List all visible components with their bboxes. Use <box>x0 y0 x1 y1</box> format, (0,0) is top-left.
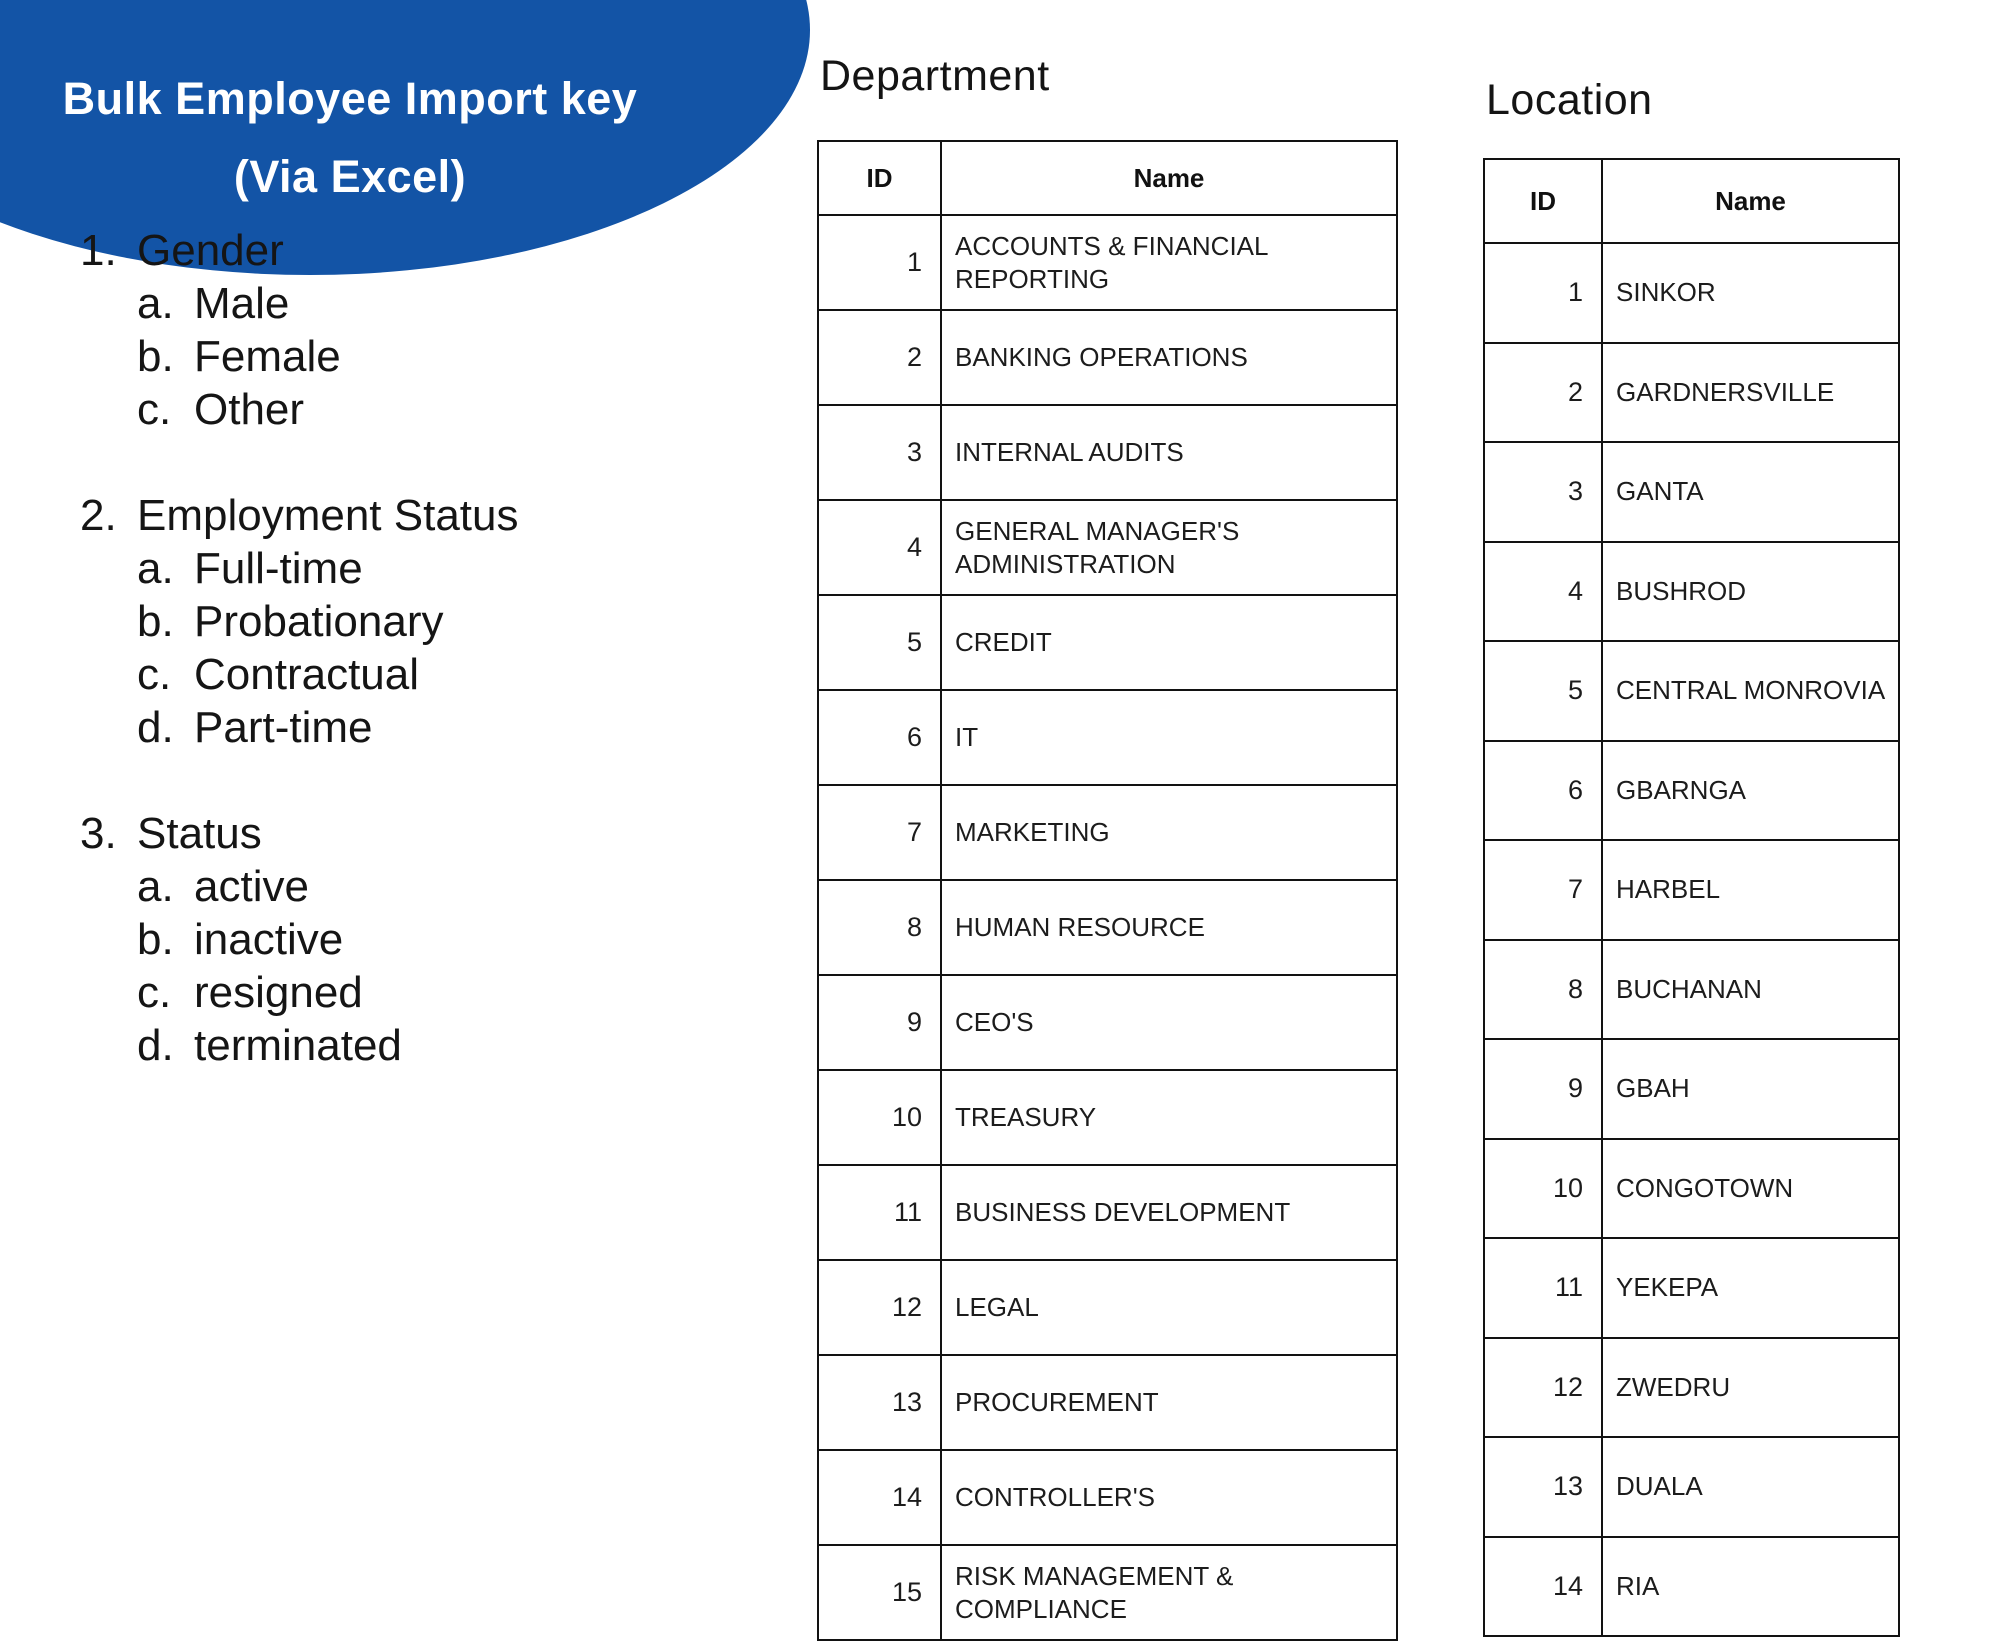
location-row <box>1484 243 1899 343</box>
key-section-marker: 1. <box>80 226 117 275</box>
key-section <box>80 807 519 860</box>
department-row <box>818 1165 1397 1260</box>
location-id-header: ID <box>1484 159 1602 243</box>
location-name-cell: RIA <box>1602 1537 1899 1637</box>
department-id-cell: 15 <box>818 1545 941 1640</box>
location-id-cell: 5 <box>1484 641 1602 741</box>
department-row <box>818 1355 1397 1450</box>
department-row <box>818 1070 1397 1165</box>
location-id-cell: 4 <box>1484 542 1602 642</box>
key-option-marker: d. <box>137 703 174 752</box>
key-section <box>80 224 519 277</box>
key-section-label: Gender <box>137 226 284 275</box>
key-option-label: Male <box>194 279 290 328</box>
key-option-marker: d. <box>137 1021 174 1070</box>
location-name-cell: ZWEDRU <box>1602 1338 1899 1438</box>
key-option <box>137 383 519 436</box>
department-name-cell: CONTROLLER'S <box>941 1450 1397 1545</box>
location-name-cell: CENTRAL MONROVIA <box>1602 641 1899 741</box>
location-name-cell: GANTA <box>1602 442 1899 542</box>
key-section-marker: 2. <box>80 491 117 540</box>
badge-title-line1: Bulk Employee Import key <box>62 73 638 124</box>
key-section-label: Employment Status <box>137 491 519 540</box>
department-row <box>818 880 1397 975</box>
key-section-label: Status <box>137 809 262 858</box>
department-row <box>818 405 1397 500</box>
department-row <box>818 975 1397 1070</box>
department-id-cell: 4 <box>818 500 941 595</box>
key-option-marker: c. <box>137 385 172 434</box>
location-name-header: Name <box>1602 159 1899 243</box>
key-option <box>137 860 519 913</box>
department-name-cell: PROCUREMENT <box>941 1355 1397 1450</box>
department-id-cell: 9 <box>818 975 941 1070</box>
department-name-cell: IT <box>941 690 1397 785</box>
department-row <box>818 310 1397 405</box>
location-table-grid <box>1483 158 1900 1637</box>
department-row <box>818 595 1397 690</box>
key-option-marker: b. <box>137 915 174 964</box>
key-option <box>137 648 519 701</box>
department-id-cell: 11 <box>818 1165 941 1260</box>
department-id-cell: 13 <box>818 1355 941 1450</box>
location-id-cell: 1 <box>1484 243 1602 343</box>
department-name-cell: INTERNAL AUDITS <box>941 405 1397 500</box>
department-name-cell: CREDIT <box>941 595 1397 690</box>
department-row <box>818 1545 1397 1640</box>
location-name-cell: DUALA <box>1602 1437 1899 1537</box>
key-option <box>137 542 519 595</box>
location-table <box>1483 158 1900 1637</box>
location-row <box>1484 1039 1899 1139</box>
location-id-cell: 6 <box>1484 741 1602 841</box>
location-name-cell: BUSHROD <box>1602 542 1899 642</box>
key-option-label: Part-time <box>194 703 373 752</box>
location-name-cell: GARDNERSVILLE <box>1602 343 1899 443</box>
location-row <box>1484 343 1899 443</box>
key-option-label: active <box>194 862 309 911</box>
department-name-cell: GENERAL MANAGER'S ADMINISTRATION <box>941 500 1397 595</box>
department-row <box>818 1260 1397 1355</box>
key-section <box>80 489 519 542</box>
location-row <box>1484 1537 1899 1637</box>
key-option-label: Other <box>194 385 305 434</box>
location-row <box>1484 542 1899 642</box>
location-id-cell: 13 <box>1484 1437 1602 1537</box>
key-list-gap <box>80 754 519 807</box>
location-row <box>1484 1437 1899 1537</box>
department-name-cell: HUMAN RESOURCE <box>941 880 1397 975</box>
department-name-cell: LEGAL <box>941 1260 1397 1355</box>
key-option <box>137 913 519 966</box>
location-row <box>1484 1338 1899 1438</box>
key-option-label: Female <box>194 332 341 381</box>
department-name-cell: MARKETING <box>941 785 1397 880</box>
department-id-cell: 8 <box>818 880 941 975</box>
key-option-marker: a. <box>137 544 174 593</box>
location-id-cell: 11 <box>1484 1238 1602 1338</box>
location-id-cell: 12 <box>1484 1338 1602 1438</box>
key-option-marker: a. <box>137 279 174 328</box>
location-row <box>1484 1139 1899 1239</box>
location-id-cell: 9 <box>1484 1039 1602 1139</box>
department-id-cell: 3 <box>818 405 941 500</box>
import-key-list <box>80 224 519 1072</box>
location-row <box>1484 840 1899 940</box>
key-option <box>137 595 519 648</box>
location-name-cell: HARBEL <box>1602 840 1899 940</box>
department-name-cell: BANKING OPERATIONS <box>941 310 1397 405</box>
department-table-title: Department <box>820 52 1050 100</box>
key-section-marker: 3. <box>80 809 117 858</box>
key-option-marker: c. <box>137 968 172 1017</box>
key-option-label: terminated <box>194 1021 402 1070</box>
department-table-grid <box>817 140 1398 1641</box>
department-name-cell: BUSINESS DEVELOPMENT <box>941 1165 1397 1260</box>
location-name-cell: CONGOTOWN <box>1602 1139 1899 1239</box>
department-id-cell: 12 <box>818 1260 941 1355</box>
key-option-marker: b. <box>137 332 174 381</box>
location-id-cell: 10 <box>1484 1139 1602 1239</box>
department-id-cell: 2 <box>818 310 941 405</box>
key-option-label: Full-time <box>194 544 363 593</box>
location-header-row <box>1484 159 1899 243</box>
key-option-label: Contractual <box>194 650 420 699</box>
department-id-header: ID <box>818 141 941 215</box>
department-row <box>818 690 1397 785</box>
location-row <box>1484 741 1899 841</box>
department-name-cell: RISK MANAGEMENT & COMPLIANCE <box>941 1545 1397 1640</box>
key-option <box>137 1019 519 1072</box>
location-row <box>1484 1238 1899 1338</box>
key-option-marker: b. <box>137 597 174 646</box>
location-id-cell: 3 <box>1484 442 1602 542</box>
department-id-cell: 7 <box>818 785 941 880</box>
key-option-label: resigned <box>194 968 363 1017</box>
location-table-title: Location <box>1486 76 1653 124</box>
department-id-cell: 6 <box>818 690 941 785</box>
department-row <box>818 500 1397 595</box>
department-id-cell: 14 <box>818 1450 941 1545</box>
location-id-cell: 8 <box>1484 940 1602 1040</box>
location-row <box>1484 641 1899 741</box>
location-name-cell: BUCHANAN <box>1602 940 1899 1040</box>
department-name-cell: TREASURY <box>941 1070 1397 1165</box>
location-name-cell: GBARNGA <box>1602 741 1899 841</box>
department-id-cell: 10 <box>818 1070 941 1165</box>
badge-title <box>30 60 670 216</box>
department-name-cell: CEO'S <box>941 975 1397 1070</box>
department-name-cell: ACCOUNTS & FINANCIAL REPORTING <box>941 215 1397 310</box>
department-row <box>818 215 1397 310</box>
location-name-cell: YEKEPA <box>1602 1238 1899 1338</box>
department-table <box>817 140 1398 1641</box>
key-option-label: Probationary <box>194 597 444 646</box>
location-row <box>1484 940 1899 1040</box>
badge-title-line2: (Via Excel) <box>233 151 467 202</box>
department-name-header: Name <box>941 141 1397 215</box>
department-row <box>818 1450 1397 1545</box>
department-id-cell: 1 <box>818 215 941 310</box>
key-option <box>137 330 519 383</box>
key-list-gap <box>80 436 519 489</box>
key-option <box>137 966 519 1019</box>
key-option <box>137 701 519 754</box>
location-name-cell: SINKOR <box>1602 243 1899 343</box>
location-name-cell: GBAH <box>1602 1039 1899 1139</box>
department-header-row <box>818 141 1397 215</box>
location-id-cell: 2 <box>1484 343 1602 443</box>
location-id-cell: 7 <box>1484 840 1602 940</box>
department-row <box>818 785 1397 880</box>
location-row <box>1484 442 1899 542</box>
location-id-cell: 14 <box>1484 1537 1602 1637</box>
key-option-label: inactive <box>194 915 344 964</box>
department-id-cell: 5 <box>818 595 941 690</box>
key-option <box>137 277 519 330</box>
key-option-marker: c. <box>137 650 172 699</box>
key-option-marker: a. <box>137 862 174 911</box>
